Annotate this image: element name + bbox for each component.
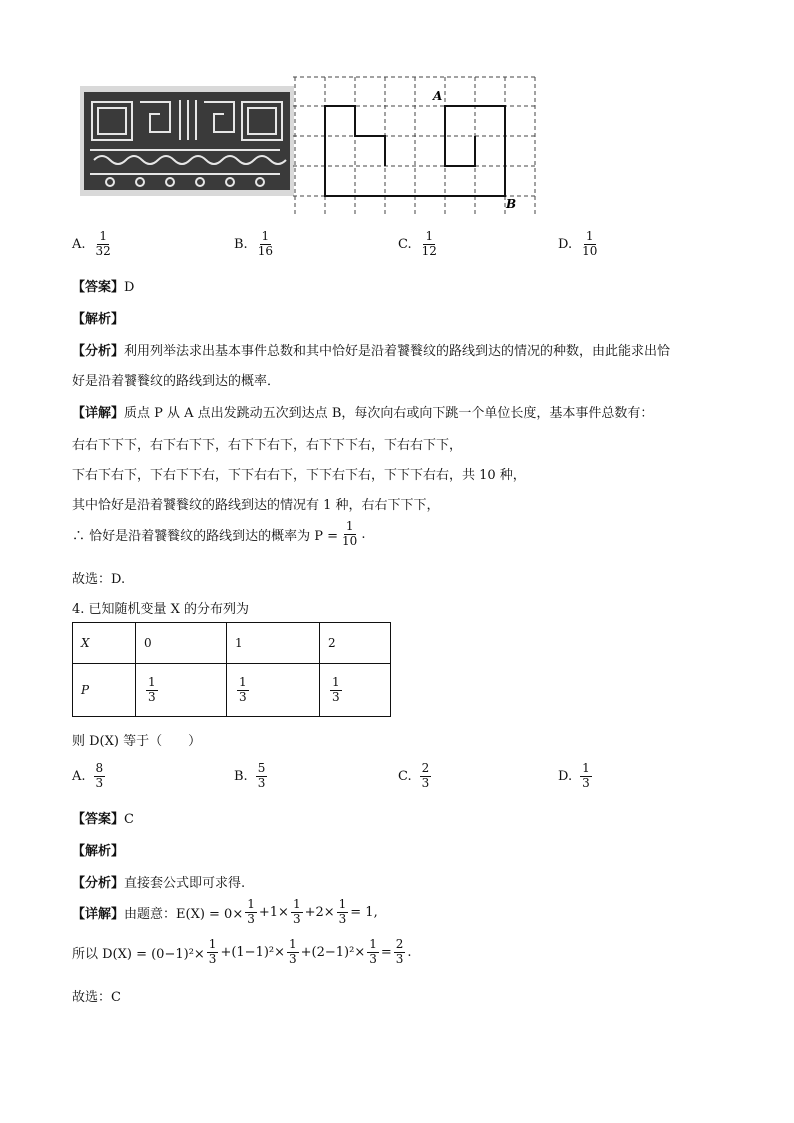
q4-stem: 4. 已知随机变量 X 的分布列为 bbox=[72, 602, 250, 617]
q3-answer: 【答案】D bbox=[72, 280, 135, 295]
q3-detail-line4: 其中恰好是沿着饕餮纹的路线到达的情况有 1 种，右右下下下， bbox=[72, 498, 440, 513]
table-cell bbox=[227, 664, 320, 717]
fraction: $\frac{1}{3}$ bbox=[582, 761, 590, 790]
fraction: $\frac{1}{10}$ bbox=[582, 229, 598, 258]
fraction: $\frac{1}{3}$ bbox=[239, 674, 247, 704]
grid-path-figure bbox=[290, 74, 540, 218]
table-row bbox=[73, 664, 391, 717]
q3-detail-line3: 下右下右下，下右下下右，下下右右下，下下右下右，下下下右右，共 10 种， bbox=[72, 468, 526, 483]
q4-analysis-heading: 【解析】 bbox=[72, 844, 125, 859]
point-b-label: B bbox=[506, 197, 517, 211]
taotie-pattern-svg bbox=[80, 86, 294, 196]
fraction: $\frac{1}{3}$ bbox=[369, 937, 377, 966]
q3-option-b: B. $\frac{1}{16}$ bbox=[234, 229, 273, 258]
fraction: $\frac{1}{10}$ bbox=[342, 519, 358, 548]
fraction: $\frac{1}{16}$ bbox=[257, 229, 273, 258]
q3-option-a: A. $\frac{1}{32}$ bbox=[72, 229, 111, 258]
q3-detail-line5: ∴ 恰好是沿着饕餮纹的路线到达的概率为 P = $\frac{1}{10}$ . bbox=[72, 519, 366, 548]
fraction: $\frac{2}{3}$ bbox=[421, 761, 430, 790]
table-cell: 0 bbox=[136, 623, 227, 664]
fraction: $\frac{2}{3}$ bbox=[395, 937, 404, 966]
fraction: $\frac{1}{32}$ bbox=[95, 229, 111, 258]
fraction: $\frac{1}{3}$ bbox=[148, 674, 156, 704]
q3-detail-line2: 右右下下下，右下右下下，右下下右下，右下下下右，下右右下下， bbox=[72, 438, 463, 453]
q4-choose: 故选：C bbox=[72, 990, 121, 1005]
q3-fenxi-line2: 好是沿着饕餮纹的路线到达的概率． bbox=[72, 374, 281, 389]
q4-detail-line1: 【详解】 由题意：E(X) = 0× $\frac{1}{3}$ +1× $\frac{1}{3}$ +2× $\frac{1}{3}$ = 1, bbox=[72, 897, 378, 926]
q3-option-c: C. $\frac{1}{12}$ bbox=[398, 229, 437, 258]
fraction: $\frac{8}{3}$ bbox=[95, 761, 104, 790]
fraction: $\frac{1}{12}$ bbox=[421, 229, 437, 258]
table-cell: X bbox=[73, 623, 136, 664]
q3-detail-line1: 【详解】质点 P 从 A 点出发跳动五次到达点 B，每次向右或向下跳一个单位长度，基本事件总数有： bbox=[72, 406, 654, 421]
fraction: $\frac{1}{3}$ bbox=[247, 897, 255, 926]
q4-detail-line2: 所以 D(X) = (0−1)²× $\frac{1}{3}$ +(1−1)²× $\frac{1}{3}$ +(2−1)²× $\frac{1}{3}$ = $\frac{2}{3}$ . bbox=[72, 937, 412, 966]
q3-option-d: D. $\frac{1}{10}$ bbox=[558, 229, 598, 258]
taotie-pattern-image bbox=[80, 86, 294, 196]
table-cell: 2 bbox=[320, 623, 391, 664]
fraction: $\frac{1}{3}$ bbox=[289, 937, 297, 966]
table-cell: P bbox=[73, 664, 136, 717]
q4-option-b: B. $\frac{5}{3}$ bbox=[234, 761, 266, 790]
fraction: $\frac{1}{3}$ bbox=[338, 897, 347, 926]
q3-fenxi-line1: 【分析】利用列举法求出基本事件总数和其中恰好是沿着饕餮纹的路线到达的情况的种数，由此能求出恰 bbox=[72, 344, 671, 359]
q4-fenxi: 【分析】直接套公式即可求得. bbox=[72, 876, 246, 891]
q4-option-a: A. $\frac{8}{3}$ bbox=[72, 761, 104, 790]
point-a-label: A bbox=[433, 89, 443, 103]
table-cell: 1 bbox=[227, 623, 320, 664]
fraction: $\frac{1}{3}$ bbox=[208, 937, 217, 966]
q4-answer: 【答案】C bbox=[72, 812, 134, 827]
q4-question: 则 D(X) 等于（ ） bbox=[72, 734, 202, 749]
q4-option-d: D. $\frac{1}{3}$ bbox=[558, 761, 590, 790]
fraction: $\frac{1}{3}$ bbox=[332, 674, 340, 704]
table-cell bbox=[136, 664, 227, 717]
distribution-table bbox=[72, 622, 391, 717]
q3-analysis-heading: 【解析】 bbox=[72, 312, 125, 327]
q3-choose: 故选：D. bbox=[72, 572, 126, 587]
fraction: $\frac{1}{3}$ bbox=[292, 897, 301, 926]
table-row bbox=[73, 623, 391, 664]
fraction: $\frac{5}{3}$ bbox=[257, 761, 266, 790]
table-cell bbox=[320, 664, 391, 717]
q4-option-c: C. $\frac{2}{3}$ bbox=[398, 761, 430, 790]
